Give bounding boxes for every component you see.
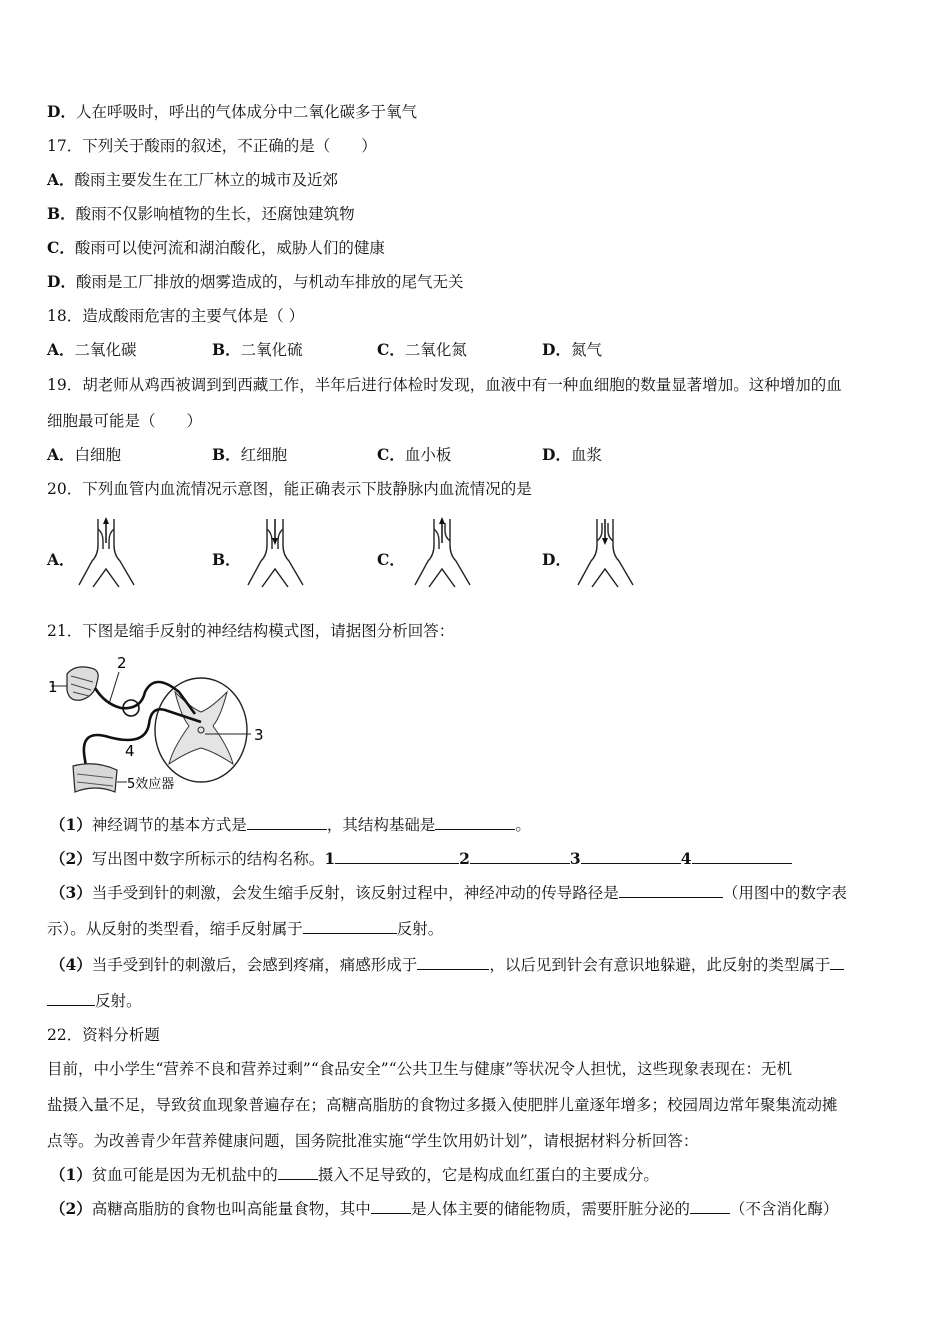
part-text: ，其结构基础是 xyxy=(326,816,436,834)
option-letter: D． xyxy=(47,272,76,291)
skin-receptor-icon xyxy=(67,667,98,700)
option-letter: A． xyxy=(47,550,75,569)
blank-label: 2 xyxy=(459,849,470,868)
vessel-diagram-c xyxy=(412,515,478,593)
q18-option-a xyxy=(47,339,137,361)
option-text: 红细胞 xyxy=(240,446,288,464)
part-text: 当手受到针的刺激后，会感到疼痛，痛感形成于 xyxy=(91,956,418,974)
part-text: 。 xyxy=(515,816,531,834)
option-letter: B． xyxy=(212,550,241,569)
q19-option-d xyxy=(542,444,602,466)
answer-blank[interactable] xyxy=(690,1198,730,1214)
q21-part3-line1 xyxy=(50,882,847,904)
option-letter: A． xyxy=(47,170,75,189)
answer-blank[interactable] xyxy=(830,954,844,970)
part-text: （用图中的数字表 xyxy=(722,884,847,902)
answer-blank[interactable] xyxy=(581,848,681,864)
q21-stem: 21．下图是缩手反射的神经结构模式图，请据图分析回答： xyxy=(47,622,455,640)
q20-stem: 20．下列血管内血流情况示意图，能正确表示下肢静脉内血流情况的是 xyxy=(47,480,532,498)
reflex-arc-diagram xyxy=(45,652,275,797)
q19-stem-line2: 细胞最可能是（ ） xyxy=(47,412,203,430)
q18-option-d xyxy=(542,339,602,361)
q21-part4-line2 xyxy=(47,990,142,1012)
answer-blank[interactable] xyxy=(435,814,515,830)
vessel-diagram-a xyxy=(76,515,142,593)
muscle-effector-icon xyxy=(73,764,117,792)
answer-blank[interactable] xyxy=(470,848,570,864)
option-text: 血小板 xyxy=(404,446,452,464)
option-text: 二氧化碳 xyxy=(74,341,137,359)
answer-blank[interactable] xyxy=(335,848,459,864)
option-text: 酸雨可以使河流和湖泊酸化，威胁人们的健康 xyxy=(74,239,385,257)
q22-paragraph-line3: 点等。为改善青少年营养健康问题，国务院批准实施“学生饮用奶计划”，请根据材料分析回答： xyxy=(47,1132,699,1150)
q17-option-c xyxy=(47,237,385,259)
part-text: 高糖高脂肪的食物也叫高能量食物，其中 xyxy=(91,1200,371,1218)
label-5: 5效应器 xyxy=(127,777,175,792)
label-1: 1 xyxy=(48,678,58,696)
option-text: 二氧化硫 xyxy=(240,341,303,359)
part-number: （1） xyxy=(50,1165,92,1184)
answer-blank[interactable] xyxy=(692,848,792,864)
option-letter: B． xyxy=(212,340,241,359)
part-text: 摄入不足导致的，它是构成血红蛋白的主要成分。 xyxy=(317,1166,659,1184)
q20-option-a-label xyxy=(47,549,75,571)
label-3: 3 xyxy=(254,726,264,744)
flow-arrow-icon xyxy=(103,517,109,543)
q22-paragraph-line2: 盐摄入量不足，导致贫血现象普遍存在；高糖高脂肪的食物过多摄入使肥胖儿童逐年增多；校园周边常年聚集流动摊 xyxy=(47,1096,838,1114)
blank-label: 4 xyxy=(680,849,692,868)
part-number: （2） xyxy=(50,849,92,868)
q22-paragraph-line1: 目前，中小学生“营养不良和营养过剩”“食品安全”“公共卫生与健康”等状况令人担忧，这些现象表现在：无机 xyxy=(47,1060,793,1078)
flow-arrow-icon xyxy=(272,519,278,545)
q22-stem: 22．资料分析题 xyxy=(47,1026,160,1044)
answer-blank[interactable] xyxy=(417,954,489,970)
option-letter: C． xyxy=(377,445,405,464)
option-text: 氮气 xyxy=(570,341,602,359)
option-text: 人在呼吸时，呼出的气体成分中二氧化碳多于氧气 xyxy=(75,103,417,121)
q16-option-d xyxy=(47,101,417,123)
answer-blank[interactable] xyxy=(47,990,95,1006)
part-text: 示）。从反射的类型看，缩手反射属于 xyxy=(47,920,303,938)
q21-part2 xyxy=(50,848,792,870)
answer-blank[interactable] xyxy=(619,882,723,898)
label-4: 4 xyxy=(125,742,135,760)
part-text: 贫血可能是因为无机盐中的 xyxy=(91,1166,278,1184)
answer-blank[interactable] xyxy=(247,814,327,830)
q17-option-a xyxy=(47,169,338,191)
q21-part3-line2 xyxy=(47,918,443,940)
q17-option-d xyxy=(47,271,463,293)
blank-label: 3 xyxy=(569,849,581,868)
option-letter: D． xyxy=(542,550,571,569)
q18-option-b xyxy=(212,339,303,361)
option-letter: A． xyxy=(47,445,75,464)
option-text: 白细胞 xyxy=(74,446,122,464)
part-number: （2） xyxy=(50,1199,92,1218)
option-letter: C． xyxy=(377,550,405,569)
part-text: ，以后见到针会有意识地躲避，此反射的类型属于 xyxy=(489,956,831,974)
flow-arrow-icon xyxy=(602,519,608,545)
option-letter: D． xyxy=(47,102,76,121)
q19-option-b xyxy=(212,444,287,466)
option-letter: D． xyxy=(542,445,571,464)
option-text: 酸雨是工厂排放的烟雾造成的，与机动车排放的尾气无关 xyxy=(75,273,464,291)
label-2: 2 xyxy=(117,654,127,672)
spinal-cord-icon xyxy=(155,678,247,782)
option-letter: C． xyxy=(47,238,75,257)
part-text: 是人体主要的储能物质，需要肝脏分泌的 xyxy=(410,1200,690,1218)
q22-part1 xyxy=(50,1164,659,1186)
q19-option-a xyxy=(47,444,121,466)
option-letter: D． xyxy=(542,340,571,359)
option-letter: B． xyxy=(212,445,241,464)
option-text: 酸雨不仅影响植物的生长，还腐蚀建筑物 xyxy=(75,205,355,223)
q22-part2 xyxy=(50,1198,838,1220)
answer-blank[interactable] xyxy=(278,1164,318,1180)
flow-arrow-icon xyxy=(439,517,445,543)
vessel-diagram-b xyxy=(245,515,311,593)
q17-option-b xyxy=(47,203,355,225)
part-number: （3） xyxy=(50,883,92,902)
part-text: 反射。 xyxy=(95,992,142,1010)
part-text: 写出图中数字所标示的结构名称。 xyxy=(91,850,325,868)
option-letter: B． xyxy=(47,204,76,223)
q18-option-c xyxy=(377,339,467,361)
part-text: 神经调节的基本方式是 xyxy=(91,816,247,834)
option-text: 血浆 xyxy=(570,446,602,464)
option-text: 二氧化氮 xyxy=(404,341,467,359)
answer-blank[interactable] xyxy=(371,1198,411,1214)
vessel-diagram-d xyxy=(575,515,641,593)
blank-label: 1 xyxy=(324,849,336,868)
option-text: 酸雨主要发生在工厂林立的城市及近郊 xyxy=(74,171,339,189)
q18-stem: 18．造成酸雨危害的主要气体是（ ） xyxy=(47,307,305,325)
q20-option-c-label xyxy=(377,549,405,571)
q19-stem-line1: 19．胡老师从鸡西被调到到西藏工作，半年后进行体检时发现，血液中有一种血细胞的数量显著增加。这种增加的血 xyxy=(47,376,842,394)
part-text: 当手受到针的刺激，会发生缩手反射，该反射过程中，神经冲动的传导路径是 xyxy=(91,884,619,902)
q21-part1 xyxy=(50,814,531,836)
q20-option-d-label xyxy=(542,549,571,571)
part-text: 反射。 xyxy=(396,920,444,938)
option-letter: C． xyxy=(377,340,405,359)
q20-option-b-label xyxy=(212,549,241,571)
answer-blank[interactable] xyxy=(303,918,397,934)
part-text: （不含消化酶） xyxy=(729,1200,839,1218)
q19-option-c xyxy=(377,444,451,466)
q17-stem: 17．下列关于酸雨的叙述，不正确的是（ ） xyxy=(47,137,377,155)
part-number: （4） xyxy=(50,955,92,974)
option-letter: A． xyxy=(47,340,75,359)
q21-part4-line1 xyxy=(50,954,844,976)
part-number: （1） xyxy=(50,815,92,834)
